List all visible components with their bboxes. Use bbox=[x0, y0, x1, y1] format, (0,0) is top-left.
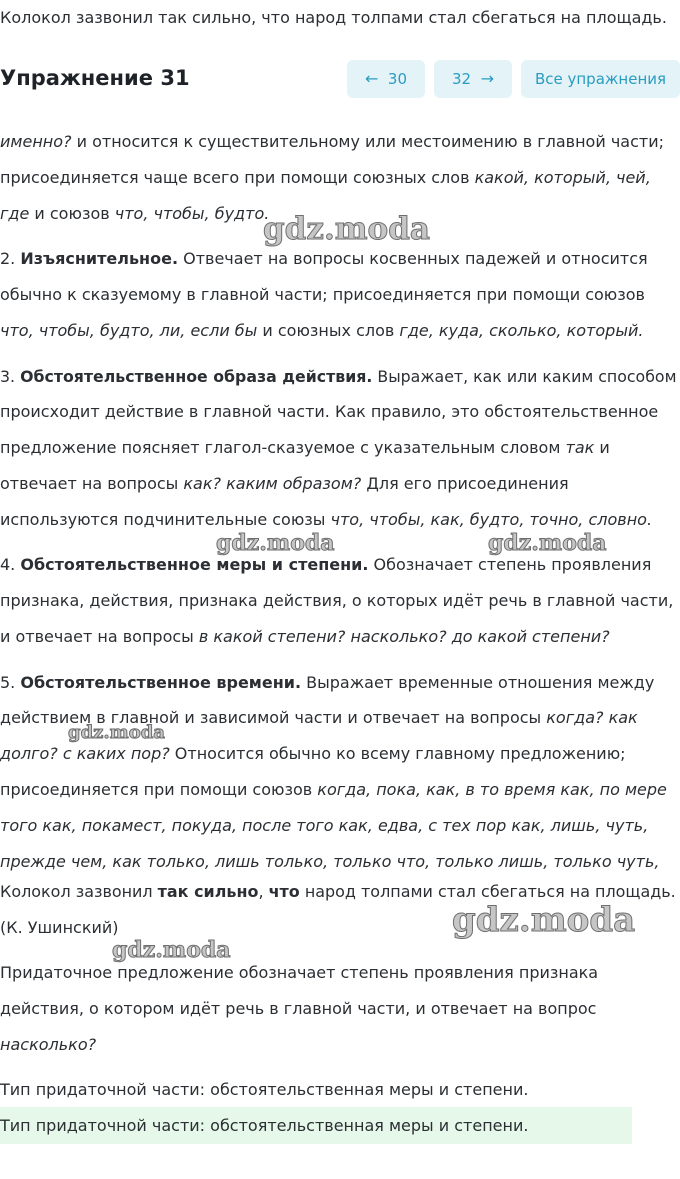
p2-line3: что, чтобы, будто, ли, если бы и союзных слов где, куда, сколько, который. bbox=[0, 321, 644, 340]
watermark: gdz.moda bbox=[452, 900, 636, 940]
next-exercise-label: 32 bbox=[451, 70, 472, 88]
p4-line2: признака, действия, признака действия, о которых идёт речь в главной части, bbox=[0, 591, 674, 610]
explanation-line3: насколько? bbox=[0, 1035, 97, 1054]
arrow-right-icon: → bbox=[480, 69, 495, 88]
p3-line5: используются подчинительные союзы что, чтобы, как, будто, точно, словно. bbox=[0, 510, 653, 529]
p4-line1: 4. Обстоятельственное меры и степени. Обозначает степень проявления bbox=[0, 555, 652, 574]
p5-line4: присоединяется при помощи союзов когда, пока, как, в то время как, по мере bbox=[0, 780, 667, 799]
p5-line1: 5. Обстоятельственное времени. Выражает временные отношения между bbox=[0, 673, 655, 692]
page-title: Упражнение 31 bbox=[0, 66, 190, 90]
example-author: (К. Ушинский) bbox=[0, 918, 119, 937]
p3-line1: 3. Обстоятельственное образа действия. Выражает, как или каким способом bbox=[0, 367, 677, 386]
watermark: gdz.moda bbox=[488, 530, 607, 556]
watermark: gdz.moda bbox=[112, 937, 231, 963]
p2-line1: 2. Изъяснительное. Отвечает на вопросы косвенных падежей и относится bbox=[0, 249, 648, 268]
watermark: gdz.moda bbox=[68, 722, 165, 743]
p1-line3: где и союзов что, чтобы, будто. bbox=[0, 204, 270, 223]
answer-highlighted-line: Тип придаточной части: обстоятельственная меры и степени. bbox=[0, 1116, 529, 1135]
arrow-left-icon: ← bbox=[364, 69, 379, 88]
p5-line2: действием в главной и зависимой части и отвечает на вопросы когда? как bbox=[0, 708, 638, 727]
prev-exercise-button[interactable] bbox=[347, 60, 425, 98]
explanation-line2: действия, о котором идёт речь в главной части, и отвечает на вопрос bbox=[0, 999, 597, 1018]
p3-line3: предложение поясняет глагол-сказуемое с указательным словом так и bbox=[0, 438, 610, 457]
watermark: gdz.moda bbox=[263, 211, 430, 247]
watermark: gdz.moda bbox=[216, 530, 335, 556]
exercise-header bbox=[0, 60, 680, 100]
previous-exercise-sentence: Колокол зазвонил так сильно, что народ толпами стал сбегаться на площадь. bbox=[0, 8, 667, 27]
p5-line3: долго? с каких пор? Относится обычно ко всему главному предложению; bbox=[0, 744, 626, 763]
example-sentence: Колокол зазвонил так сильно, что народ толпами стал сбегаться на площадь. bbox=[0, 882, 676, 901]
p5-line5: того как, покамест, покуда, после того как, едва, с тех пор как, лишь, чуть, bbox=[0, 816, 649, 835]
all-exercises-button[interactable] bbox=[521, 60, 680, 98]
p3-line4: отвечает на вопросы как? каким образом? Для его присоединения bbox=[0, 474, 569, 493]
p1-line1: именно? и относится к существительному или местоимению в главной части; bbox=[0, 132, 664, 151]
p2-line2: обычно к сказуемому в главной части; присоединяется при помощи союзов bbox=[0, 285, 645, 304]
all-exercises-label: Все упражнения bbox=[534, 70, 667, 88]
prev-exercise-label: 30 bbox=[387, 70, 408, 88]
next-exercise-button[interactable] bbox=[434, 60, 512, 98]
p1-line2: присоединяется чаще всего при помощи союзных слов какой, который, чей, bbox=[0, 168, 651, 187]
p3-line2: происходит действие в главной части. Как правило, это обстоятельственное bbox=[0, 402, 659, 421]
p5-line6: прежде чем, как только, лишь только, только что, только лишь, только чуть, bbox=[0, 852, 660, 871]
explanation-line1: Придаточное предложение обозначает степень проявления признака bbox=[0, 963, 599, 982]
p4-line3: и отвечает на вопросы в какой степени? насколько? до какой степени? bbox=[0, 627, 610, 646]
answer-line: Тип придаточной части: обстоятельственная меры и степени. bbox=[0, 1080, 529, 1099]
